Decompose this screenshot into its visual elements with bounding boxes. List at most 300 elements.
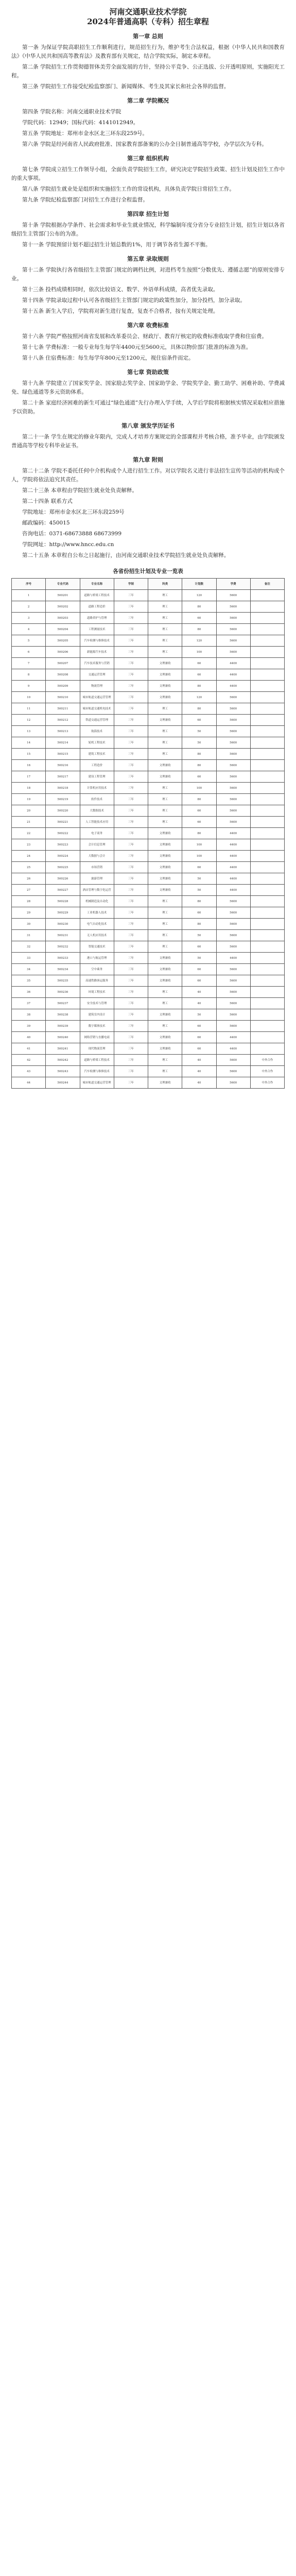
table-cell: 环境工程技术 <box>80 987 114 998</box>
table-cell: 80 <box>182 624 216 635</box>
table-cell: 理工 <box>148 635 182 647</box>
table-row <box>12 1043 285 1055</box>
table-row <box>12 749 285 760</box>
table-cell: 40 <box>182 1066 216 1077</box>
table-cell: 500211 <box>46 703 80 715</box>
table-cell: 4400 <box>216 681 250 692</box>
table-row <box>12 839 285 851</box>
table-cell: 50 <box>182 737 216 749</box>
table-cell: 理工 <box>148 590 182 601</box>
table-cell: 三年 <box>114 987 148 998</box>
table-cell: 三年 <box>114 613 148 624</box>
table-cell: 6 <box>12 647 46 658</box>
table-cell: 80 <box>182 919 216 930</box>
table-cell: 三年 <box>114 919 148 930</box>
table-cell: 120 <box>182 692 216 703</box>
table-cell: 文理兼收 <box>148 975 182 987</box>
table-row <box>12 1066 285 1077</box>
table-cell: 5600 <box>216 1077 250 1089</box>
table-cell: 34 <box>12 964 46 975</box>
table-cell: 酒店管理与数字化运营 <box>80 885 114 896</box>
table-cell: 60 <box>182 613 216 624</box>
table-cell: 80 <box>182 760 216 771</box>
table-cell <box>250 1009 284 1021</box>
table-cell <box>250 1043 284 1055</box>
table-cell: 4400 <box>216 851 250 862</box>
column-header: 科类 <box>148 579 182 590</box>
table-cell: 会计信息管理 <box>80 839 114 851</box>
table-cell: 文理兼收 <box>148 851 182 862</box>
table-cell: 5600 <box>216 1066 250 1077</box>
table-cell: 三年 <box>114 1032 148 1043</box>
table-cell: 1 <box>12 590 46 601</box>
table-cell: 工程测量技术 <box>80 624 114 635</box>
table-cell <box>250 975 284 987</box>
table-cell: 500218 <box>46 783 80 794</box>
table-cell: 文理兼收 <box>148 760 182 771</box>
table-cell: 5600 <box>216 692 250 703</box>
table-cell <box>250 930 284 941</box>
table-cell <box>250 805 284 817</box>
table-cell: 理工 <box>148 737 182 749</box>
table-cell: 三年 <box>114 624 148 635</box>
table-cell <box>250 839 284 851</box>
table-cell: 500221 <box>46 817 80 828</box>
table-cell <box>250 873 284 885</box>
table-cell: 500228 <box>46 896 80 907</box>
table-cell: 500208 <box>46 669 80 681</box>
table-row <box>12 681 285 692</box>
article-paragraph: 第八条 学院招生就业处是组织和实施招生工作的常设机构，具体负责学院日常招生工作。 <box>22 186 235 192</box>
table-row <box>12 930 285 941</box>
contact-line: 邮政编码：450015 <box>22 520 70 526</box>
table-row <box>12 1055 285 1066</box>
table-cell: 24 <box>12 851 46 862</box>
table-cell: 三年 <box>114 953 148 964</box>
table-cell: 500236 <box>46 987 80 998</box>
table-cell <box>250 771 284 783</box>
table-row <box>12 669 285 681</box>
table-cell: 43 <box>12 1066 46 1077</box>
closing-article: 第二十五条 本章程自公布之日起施行，由河南交通职业技术学院招生就业处负责解释。 <box>22 552 230 558</box>
article-paragraph: 第十六条 学院严格按照河南省发展和改革委员会、财政厅、教育厅核定的收费标准收取学费和住宿费。 <box>22 333 267 340</box>
article-paragraph: 第十四条 学院录取过程中认可各省级招生主管部门规定的政策性加分，加分投档，加分录取。 <box>22 297 246 303</box>
table-cell: 理工 <box>148 1055 182 1066</box>
table-cell <box>250 828 284 839</box>
table-cell: 36 <box>12 987 46 998</box>
chapters-container <box>11 33 285 495</box>
table-cell: 三年 <box>114 805 148 817</box>
table-cell: 理工 <box>148 907 182 919</box>
table-cell: 4400 <box>216 1032 250 1043</box>
admission-plan-table <box>11 578 285 1089</box>
table-cell: 理工 <box>148 613 182 624</box>
table-cell: 5600 <box>216 794 250 805</box>
table-cell: 三年 <box>114 681 148 692</box>
chapter-heading: 第二章 学院概况 <box>127 97 169 104</box>
table-cell: 500239 <box>46 1021 80 1032</box>
table-cell: 20 <box>12 805 46 817</box>
table-cell: 铁道交通运营管理 <box>80 715 114 726</box>
table-cell: 理工 <box>148 930 182 941</box>
table-cell: 三年 <box>114 975 148 987</box>
article-paragraph: 第十二条 学院执行各省级招生主管部门规定的调档比例，对进档考生按照“分数优先、遵循志愿”的原则安排专业。 <box>11 267 285 282</box>
chapter-heading: 第四章 招生计划 <box>127 211 169 217</box>
table-row <box>12 1021 285 1032</box>
table-cell: 5600 <box>216 737 250 749</box>
article-paragraph: 学院代码：12949；国标代码：4141012949。 <box>22 120 139 126</box>
table-cell: 60 <box>182 862 216 873</box>
table-cell: 60 <box>182 715 216 726</box>
table-cell: 市场营销 <box>80 862 114 873</box>
table-cell: 40 <box>12 1032 46 1043</box>
table-cell: 三年 <box>114 941 148 953</box>
table-cell: 汽车检测与维修技术 <box>80 635 114 647</box>
table-cell: 500229 <box>46 907 80 919</box>
table-cell: 5600 <box>216 783 250 794</box>
table-cell: 50 <box>182 1009 216 1021</box>
table-cell: 5600 <box>216 1009 250 1021</box>
table-cell: 5600 <box>216 715 250 726</box>
table-cell: 500237 <box>46 998 80 1009</box>
table-cell <box>250 1032 284 1043</box>
table-cell: 三年 <box>114 794 148 805</box>
table-cell <box>250 862 284 873</box>
table-cell: 文理兼收 <box>148 885 182 896</box>
table-cell: 文理兼收 <box>148 839 182 851</box>
table-cell <box>250 658 284 669</box>
table-cell: 40 <box>182 987 216 998</box>
table-cell: 7 <box>12 658 46 669</box>
table-cell: 4400 <box>216 885 250 896</box>
table-cell: 500204 <box>46 624 80 635</box>
table-cell: 三年 <box>114 715 148 726</box>
table-cell: 三年 <box>114 737 148 749</box>
table-cell: 三年 <box>114 964 148 975</box>
table-cell: 5600 <box>216 601 250 613</box>
table-cell: 三年 <box>114 590 148 601</box>
table-cell: 500205 <box>46 635 80 647</box>
table-cell: 新能源汽车技术 <box>80 647 114 658</box>
table-cell: 500225 <box>46 862 80 873</box>
table-cell: 无人机应用技术 <box>80 930 114 941</box>
table-cell: 120 <box>182 635 216 647</box>
table-cell: 500240 <box>46 1032 80 1043</box>
table-row <box>12 885 285 896</box>
table-row <box>12 760 285 771</box>
table-cell: 三年 <box>114 771 148 783</box>
table-cell: 38 <box>12 1009 46 1021</box>
table-row <box>12 919 285 930</box>
chapter-heading: 第七章 资助政策 <box>127 369 169 376</box>
table-cell: 汽车检测与维修技术 <box>80 1066 114 1077</box>
table-cell: 35 <box>12 975 46 987</box>
table-cell: 5600 <box>216 726 250 737</box>
contact-line: 咨询电话：0371-68673888 68673999 <box>22 531 121 537</box>
table-cell <box>250 590 284 601</box>
table-cell: 100 <box>182 839 216 851</box>
table-cell: 5600 <box>216 635 250 647</box>
table-cell: 60 <box>182 975 216 987</box>
table-cell: 文理兼收 <box>148 828 182 839</box>
table-cell: 27 <box>12 885 46 896</box>
contact-section <box>11 497 285 560</box>
table-cell: 500242 <box>46 1055 80 1066</box>
table-cell: 2 <box>12 601 46 613</box>
table-cell: 5600 <box>216 987 250 998</box>
table-cell: 500213 <box>46 726 80 737</box>
table-cell: 三年 <box>114 1077 148 1089</box>
table-cell: 21 <box>12 817 46 828</box>
table-cell: 50 <box>182 953 216 964</box>
table-cell: 4400 <box>216 862 250 873</box>
document-page <box>0 0 296 1089</box>
table-cell: 交通运营管理 <box>80 669 114 681</box>
table-cell: 11 <box>12 703 46 715</box>
article-paragraph: 第三条 学院招生工作接受纪检监察部门、新闻媒体、考生及其家长和社会各界的监督。 <box>22 83 230 90</box>
table-cell: 500226 <box>46 873 80 885</box>
table-row <box>12 635 285 647</box>
column-header: 学制 <box>114 579 148 590</box>
table-cell: 40 <box>182 1077 216 1089</box>
table-cell: 22 <box>12 828 46 839</box>
table-cell: 500210 <box>46 692 80 703</box>
table-cell: 大数据与会计 <box>80 851 114 862</box>
table-cell: 15 <box>12 749 46 760</box>
table-cell: 三年 <box>114 1009 148 1021</box>
table-cell: 500220 <box>46 805 80 817</box>
table-cell: 道路与桥梁工程技术 <box>80 590 114 601</box>
table-cell: 空中乘务 <box>80 964 114 975</box>
article-paragraph: 第二十三条 本章程由学院招生就业处负责解释。 <box>22 487 137 494</box>
table-cell: 500206 <box>46 647 80 658</box>
table-cell: 三年 <box>114 635 148 647</box>
table-cell: 理工 <box>148 601 182 613</box>
table-cell: 三年 <box>114 760 148 771</box>
table-cell: 文理兼收 <box>148 964 182 975</box>
table-cell: 17 <box>12 771 46 783</box>
table-cell: 500209 <box>46 681 80 692</box>
table-cell: 500227 <box>46 885 80 896</box>
table-cell: 三年 <box>114 1021 148 1032</box>
table-cell <box>250 851 284 862</box>
table-cell: 500214 <box>46 737 80 749</box>
table-cell: 文理兼收 <box>148 1077 182 1089</box>
table-cell: 理工 <box>148 647 182 658</box>
table-row <box>12 964 285 975</box>
table-cell: 50 <box>182 885 216 896</box>
table-row <box>12 703 285 715</box>
table-cell: 城市轨道交通运营管理 <box>80 692 114 703</box>
table-cell: 三年 <box>114 783 148 794</box>
table-cell <box>250 987 284 998</box>
table-cell <box>250 941 284 953</box>
table-cell: 三年 <box>114 703 148 715</box>
chapter-heading: 第一章 总则 <box>133 33 163 40</box>
table-cell: 100 <box>182 783 216 794</box>
table-row <box>12 805 285 817</box>
table-cell <box>250 907 284 919</box>
table-cell: 500203 <box>46 613 80 624</box>
table-cell: 建筑室内设计 <box>80 1009 114 1021</box>
table-cell: 文理兼收 <box>148 873 182 885</box>
table-cell: 5600 <box>216 998 250 1009</box>
document-title <box>11 7 285 27</box>
table-cell: 9 <box>12 681 46 692</box>
table-cell <box>250 794 284 805</box>
table-cell: 50 <box>182 873 216 885</box>
table-cell: 理工 <box>148 726 182 737</box>
table-cell: 人工智能技术应用 <box>80 817 114 828</box>
table-cell: 16 <box>12 760 46 771</box>
table-row <box>12 771 285 783</box>
table-cell: 物流管理 <box>80 681 114 692</box>
table-row <box>12 601 285 613</box>
table-cell: 港口与航运管理 <box>80 953 114 964</box>
article-paragraph: 第十五条 新生入学后，学院将对新生进行复查，复查不合格者，按有关规定处理。 <box>22 308 219 314</box>
table-cell: 60 <box>182 941 216 953</box>
table-cell: 理工 <box>148 1021 182 1032</box>
table-cell <box>250 703 284 715</box>
table-cell: 三年 <box>114 862 148 873</box>
chapter-heading: 第六章 收费标准 <box>127 322 169 329</box>
table-cell: 中外合作 <box>250 1066 284 1077</box>
table-cell: 80 <box>182 749 216 760</box>
table-cell: 500224 <box>46 851 80 862</box>
table-cell: 工业机器人技术 <box>80 907 114 919</box>
table-row <box>12 613 285 624</box>
table-cell: 500233 <box>46 953 80 964</box>
table-cell: 5600 <box>216 771 250 783</box>
table-row <box>12 692 285 703</box>
table-cell: 25 <box>12 862 46 873</box>
table-cell: 60 <box>182 817 216 828</box>
table-cell: 5600 <box>216 941 250 953</box>
table-row <box>12 953 285 964</box>
table-cell: 500230 <box>46 919 80 930</box>
table-title: 各省份招生计划及专业一览表 <box>113 568 183 574</box>
table-cell: 三年 <box>114 749 148 760</box>
table-cell <box>250 681 284 692</box>
table-cell: 500202 <box>46 601 80 613</box>
table-cell <box>250 726 284 737</box>
table-cell: 5600 <box>216 647 250 658</box>
article-paragraph: 第十三条 投档成绩相同时，依次比较语文、数学、外语单科成绩，高者优先录取。 <box>22 286 219 293</box>
table-cell: 5600 <box>216 1055 250 1066</box>
table-cell: 文理兼收 <box>148 715 182 726</box>
table-cell: 智能交通技术 <box>80 941 114 953</box>
table-cell <box>250 919 284 930</box>
table-cell: 电子商务 <box>80 828 114 839</box>
table-cell: 机械制造及自动化 <box>80 896 114 907</box>
table-cell: 60 <box>182 805 216 817</box>
table-row <box>12 783 285 794</box>
article-paragraph: 第十八条 住宿费标准：每生每学年800元至1200元，视住宿条件而定。 <box>22 355 194 361</box>
table-cell: 5600 <box>216 930 250 941</box>
table-row <box>12 590 285 601</box>
table-cell: 500238 <box>46 1009 80 1021</box>
table-cell: 5600 <box>216 749 250 760</box>
table-cell <box>250 601 284 613</box>
table-cell: 60 <box>182 658 216 669</box>
table-cell: 道路养护与管理 <box>80 613 114 624</box>
table-cell: 42 <box>12 1055 46 1066</box>
table-cell: 500215 <box>46 749 80 760</box>
table-cell: 计算机应用技术 <box>80 783 114 794</box>
table-row <box>12 794 285 805</box>
table-cell: 高速铁路客运服务 <box>80 975 114 987</box>
table-cell: 40 <box>182 1055 216 1066</box>
table-cell <box>250 964 284 975</box>
table-cell: 建设工程管理 <box>80 771 114 783</box>
table-header-row <box>12 579 285 590</box>
table-cell <box>250 760 284 771</box>
table-row <box>12 658 285 669</box>
table-cell: 5600 <box>216 817 250 828</box>
column-header: 学费 <box>216 579 250 590</box>
table-cell: 500222 <box>46 828 80 839</box>
table-cell: 三年 <box>114 647 148 658</box>
table-cell <box>250 635 284 647</box>
table-cell: 中外合作 <box>250 1077 284 1089</box>
table-cell: 城市轨道交通运营管理 <box>80 1077 114 1089</box>
article-paragraph: 第四条 学院名称：河南交通职业技术学院 <box>22 109 121 115</box>
table-cell: 5600 <box>216 907 250 919</box>
table-cell: 城市轨道交通机电技术 <box>80 703 114 715</box>
table-cell: 三年 <box>114 601 148 613</box>
table-cell: 理工 <box>148 817 182 828</box>
table-row <box>12 647 285 658</box>
table-cell <box>250 749 284 760</box>
table-cell: 14 <box>12 737 46 749</box>
table-cell: 12 <box>12 715 46 726</box>
table-cell: 19 <box>12 794 46 805</box>
table-cell: 理工 <box>148 987 182 998</box>
article-paragraph: 第五条 学院地址：郑州市金水区北三环东段259号。 <box>22 130 148 137</box>
table-cell: 26 <box>12 873 46 885</box>
table-cell: 理工 <box>148 749 182 760</box>
table-cell: 10 <box>12 692 46 703</box>
chapter-heading: 第五章 录取规则 <box>127 256 169 262</box>
table-cell <box>250 624 284 635</box>
table-cell: 8 <box>12 669 46 681</box>
table-cell <box>250 692 284 703</box>
table-cell: 4400 <box>216 839 250 851</box>
table-cell: 80 <box>182 794 216 805</box>
table-row <box>12 1077 285 1089</box>
table-cell: 500207 <box>46 658 80 669</box>
table-row <box>12 817 285 828</box>
table-cell: 工程造价 <box>80 760 114 771</box>
table-row <box>12 896 285 907</box>
table-cell: 500201 <box>46 590 80 601</box>
article-paragraph: 第十条 学院根据办学条件、社会需求和毕业生就业情况，科学编制年度分省分专业招生计划，招生计划以各省级招生主管部门公布的为准。 <box>11 222 285 237</box>
table-cell: 理工 <box>148 624 182 635</box>
table-cell: 文理兼收 <box>148 1043 182 1055</box>
table-cell: 三年 <box>114 692 148 703</box>
table-cell: 18 <box>12 783 46 794</box>
table-cell: 60 <box>182 669 216 681</box>
contact-line: 学院地址：郑州市金水区北三环东段259号 <box>22 509 125 515</box>
table-row <box>12 862 285 873</box>
table-cell <box>250 1021 284 1032</box>
table-cell: 41 <box>12 1043 46 1055</box>
table-cell: 31 <box>12 930 46 941</box>
table-cell: 中外合作 <box>250 1055 284 1066</box>
table-cell: 理工 <box>148 794 182 805</box>
table-cell: 37 <box>12 998 46 1009</box>
table-cell: 500241 <box>46 1043 80 1055</box>
